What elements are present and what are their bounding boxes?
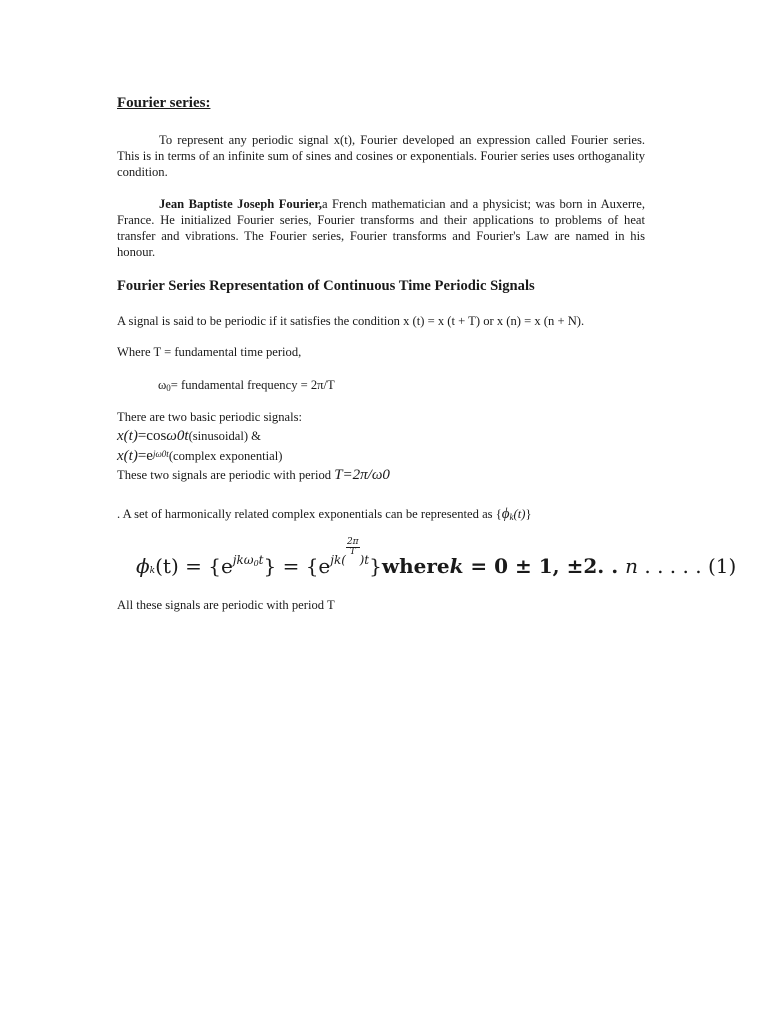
eq-fraction: [346, 538, 360, 557]
signal2-lhs: x(t): [117, 448, 138, 464]
eq-exp1-a: jkω: [232, 553, 254, 567]
periodic-condition-text: A signal is said to be periodic if it satisfies the condition x (t) = x (t + T) or x (n) = x (n + N).: [117, 314, 585, 328]
eq-exp1-sub: 0: [253, 559, 259, 568]
harmonic-phi-sub: k: [509, 512, 514, 522]
eq-phi: ϕ: [136, 554, 150, 578]
omega-symbol: ω: [158, 378, 167, 392]
harmonic-equation: [136, 538, 736, 578]
period-formula: T=2π/ω0: [334, 467, 390, 483]
page-title: Fourier series:: [117, 95, 211, 111]
omega-definition-text: = fundamental frequency = 2π/T: [170, 378, 335, 392]
eq-close: }: [369, 554, 382, 578]
signal1-eq: =cos: [137, 428, 167, 444]
eq-exp2-a: jk(: [330, 553, 346, 567]
signal1-note: (sinusoidal) &: [188, 429, 261, 443]
signal2-note: (complex exponential): [168, 449, 283, 463]
section-heading: Fourier Series Representation of Continuous Time Periodic Signals: [117, 278, 535, 294]
omega-subscript: 0: [166, 383, 171, 393]
eq-kvar: k: [449, 554, 464, 578]
signal2-eq: =e: [137, 448, 153, 464]
eq-n: n: [625, 554, 639, 578]
closing-line: All these signals are periodic with period T: [117, 598, 335, 612]
fourier-name: Jean Baptiste Joseph Fourier,: [159, 197, 322, 211]
signal1-lhs: x(t): [117, 428, 138, 444]
signal2-exp: jω0t: [152, 449, 169, 459]
period-line: [117, 467, 390, 484]
eq-dots: . . . . . (1): [638, 554, 737, 578]
eq-exp2: [330, 537, 370, 567]
eq-rest: = 0 ± 1, ±2. .: [463, 554, 626, 578]
eq-where: where: [381, 554, 450, 578]
harmonic-line: [117, 506, 531, 523]
omega-definition: [158, 377, 686, 396]
eq-mid: } = {e: [263, 554, 331, 578]
harmonic-phi: ϕ: [501, 506, 510, 522]
signal-sinusoidal: [117, 428, 261, 445]
eq-lhs-rest: (t) = {e: [155, 554, 233, 578]
where-T-text: Where T = fundamental time period,: [117, 345, 302, 359]
signal1-arg: ω0t: [166, 428, 189, 444]
harmonic-line-text: . A set of harmonically related complex exponentials can be represented as {: [117, 507, 502, 521]
signal-complex-exponential: [117, 448, 282, 465]
fourier-bio-paragraph: [117, 196, 645, 260]
period-line-text: These two signals are periodic with period: [117, 468, 335, 482]
eq-phi-sub: k: [149, 566, 156, 576]
eq-exp1-t: t: [258, 553, 264, 567]
intro-paragraph: To represent any periodic signal x(t), Fourier developed an expression called Fourier series. This is in terms of an infinite sum of sines and cosines or exponentials. Fourier series uses orthoganality condition.: [117, 133, 645, 179]
fourier-bio-text: a French mathematician and a physicist; was born in Auxerre, France. He initialized Fourier series, Fourier transforms and their applications to problems of heat transfer and vibrations. The Fourier series, Fourier transforms and Fourier's Law are named in his honour.: [117, 197, 645, 259]
two-signals-intro: There are two basic periodic signals:: [117, 410, 302, 424]
harmonic-close: }: [525, 507, 532, 521]
eq-exp1: [233, 553, 264, 567]
eq-exp2-b: )t: [359, 553, 370, 567]
harmonic-phi-arg: (t): [513, 507, 526, 521]
eq-frac-num: 2π: [346, 537, 359, 547]
eq-frac-den: T: [349, 547, 356, 557]
